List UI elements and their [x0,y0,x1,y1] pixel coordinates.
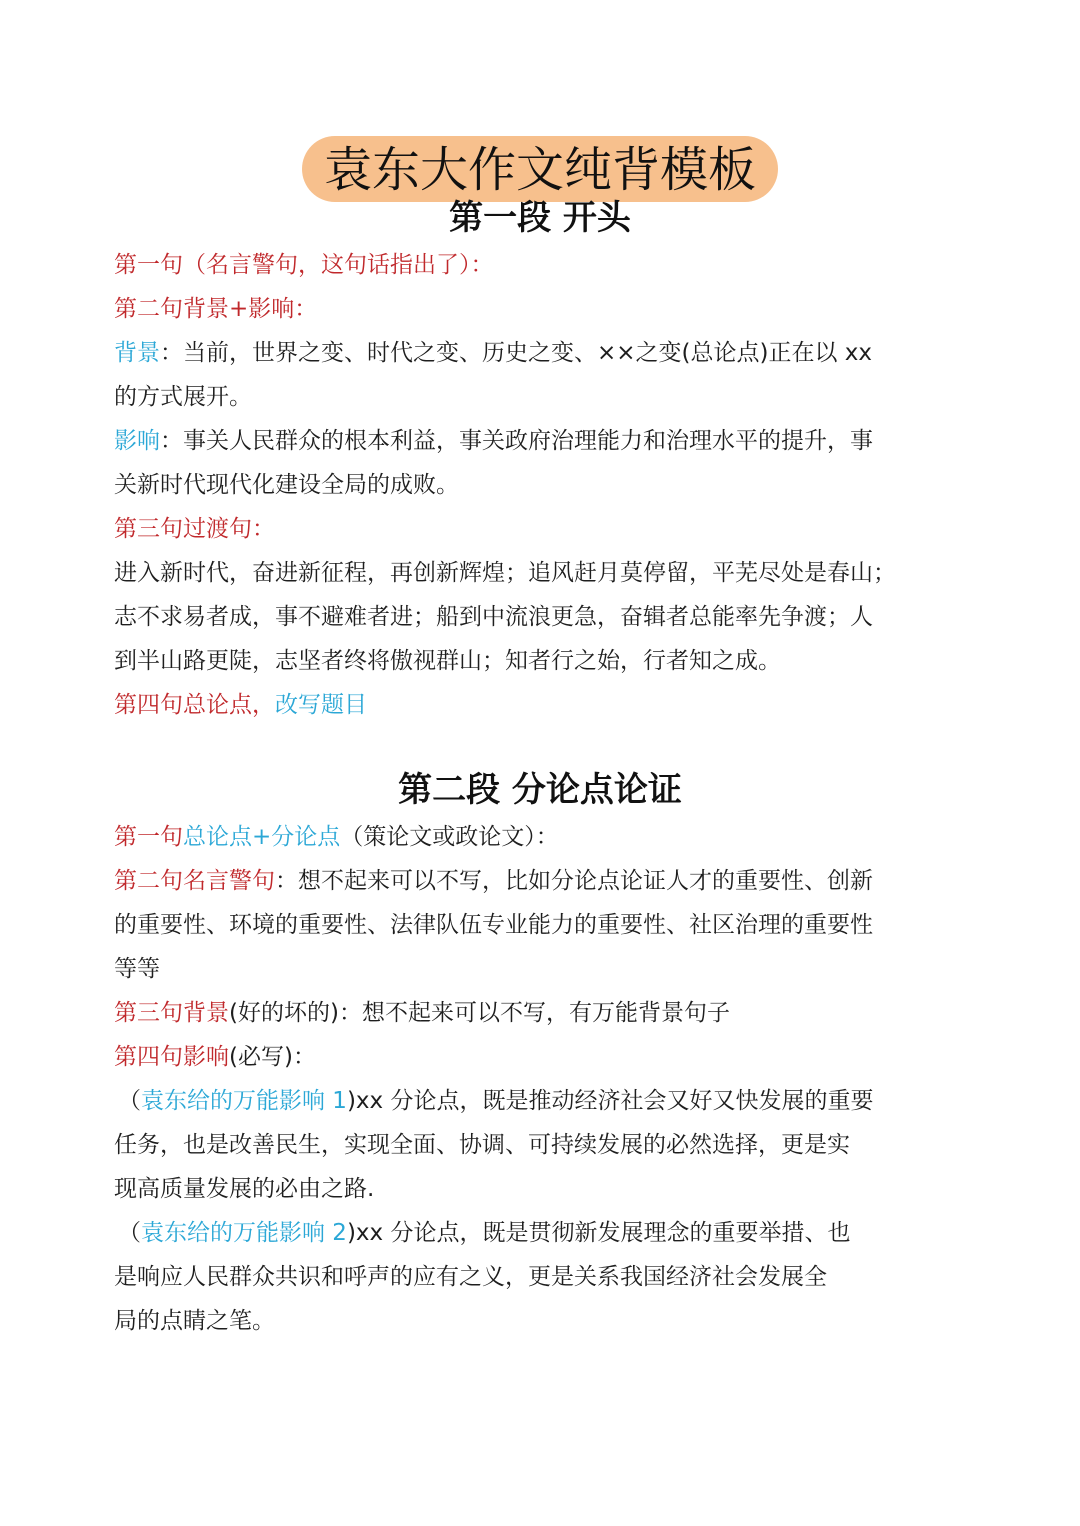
impact2-open: （ [118,1220,141,1246]
s2-sentence1-rest: （策论文或政论文）： [340,824,559,850]
s2-sentence1 [114,822,984,852]
s2-sentence1-label: 第一句 [114,824,183,850]
s1-sentence4 [114,690,984,720]
impact1-line2: 任务，也是改善民生，实现全面、协调、可持续发展的必然选择，更是实 [114,1132,850,1158]
impact1-open: （ [118,1088,141,1114]
s2-sentence2-line1 [114,866,984,896]
background-label: 背景 [114,340,160,366]
s2-sentence3-label: 第三句背景 [114,1000,229,1026]
s2-sentence3 [114,998,984,1028]
impact2-line2: 是响应人民群众共识和呼声的应有之义，更是关系我国经济社会发展全 [114,1264,827,1290]
background-text: ：当前，世界之变、时代之变、历史之变、××之变(总论点)正在以 xx [160,340,873,366]
s1-sentence4-label: 第四句总论点， [114,692,275,718]
s1-sentence2: 第二句背景+影响： [114,296,318,322]
s2-sentence4-label: 第四句影响 [114,1044,229,1070]
impact-label: 影响 [114,428,160,454]
s1-sentence4-hint: 改写题目 [275,692,367,718]
s1-sentence1: 第一句（名言警句，这句话指出了）： [114,252,494,278]
section2-heading: 第二段 分论点论证 [398,770,682,810]
impact2-text: )xx 分论点，既是贯彻新发展理念的重要举措、也 [346,1220,851,1246]
title-wrapper [0,136,1080,202]
s2-sentence2-line2: 的重要性、环境的重要性、法律队伍专业能力的重要性、社区治理的重要性 [114,912,873,938]
s1-impact-line2: 关新时代现代化建设全局的成败。 [114,472,459,498]
s1-transition-line1: 进入新时代，奋进新征程，再创新辉煌；追风赶月莫停留，平芜尽处是春山； [114,560,896,586]
impact2-line1 [118,1218,988,1248]
s2-sentence4-rest: (必写)： [229,1044,316,1070]
s2-sentence2-label: 第二句名言警句 [114,868,275,894]
s1-background-line2: 的方式展开。 [114,384,252,410]
section1-heading: 第一段 开头 [449,198,631,238]
s2-sentence2-text: ：想不起来可以不写，比如分论点论证人才的重要性、创新 [275,868,873,894]
impact1-line1 [118,1086,988,1116]
s1-transition-line3: 到半山路更陡，志坚者终将傲视群山；知者行之始，行者知之成。 [114,648,781,674]
s1-sentence3: 第三句过渡句： [114,516,275,542]
s1-background-line1 [114,338,984,368]
s2-sentence2-line3: 等等 [114,956,160,982]
s1-transition-line2: 志不求易者成，事不避难者进；船到中流浪更急，奋辑者总能率先争渡；人 [114,604,873,630]
page-title: 袁东大作文纯背模板 [302,136,778,202]
impact-text: ：事关人民群众的根本利益，事关政府治理能力和治理水平的提升，事 [160,428,873,454]
s1-impact-line1 [114,426,984,456]
impact1-label: 袁东给的万能影响 1 [141,1088,347,1114]
s2-sentence4 [114,1042,984,1072]
s2-sentence1-hint: 总论点+分论点 [183,824,341,850]
impact1-text: )xx 分论点，既是推动经济社会又好又快发展的重要 [346,1088,874,1114]
s2-sentence3-rest: (好的坏的)：想不起来可以不写，有万能背景句子 [229,1000,730,1026]
impact1-line3: 现高质量发展的必由之路. [114,1176,375,1202]
impact2-label: 袁东给的万能影响 2 [141,1220,347,1246]
impact2-line3: 局的点睛之笔。 [114,1308,275,1334]
